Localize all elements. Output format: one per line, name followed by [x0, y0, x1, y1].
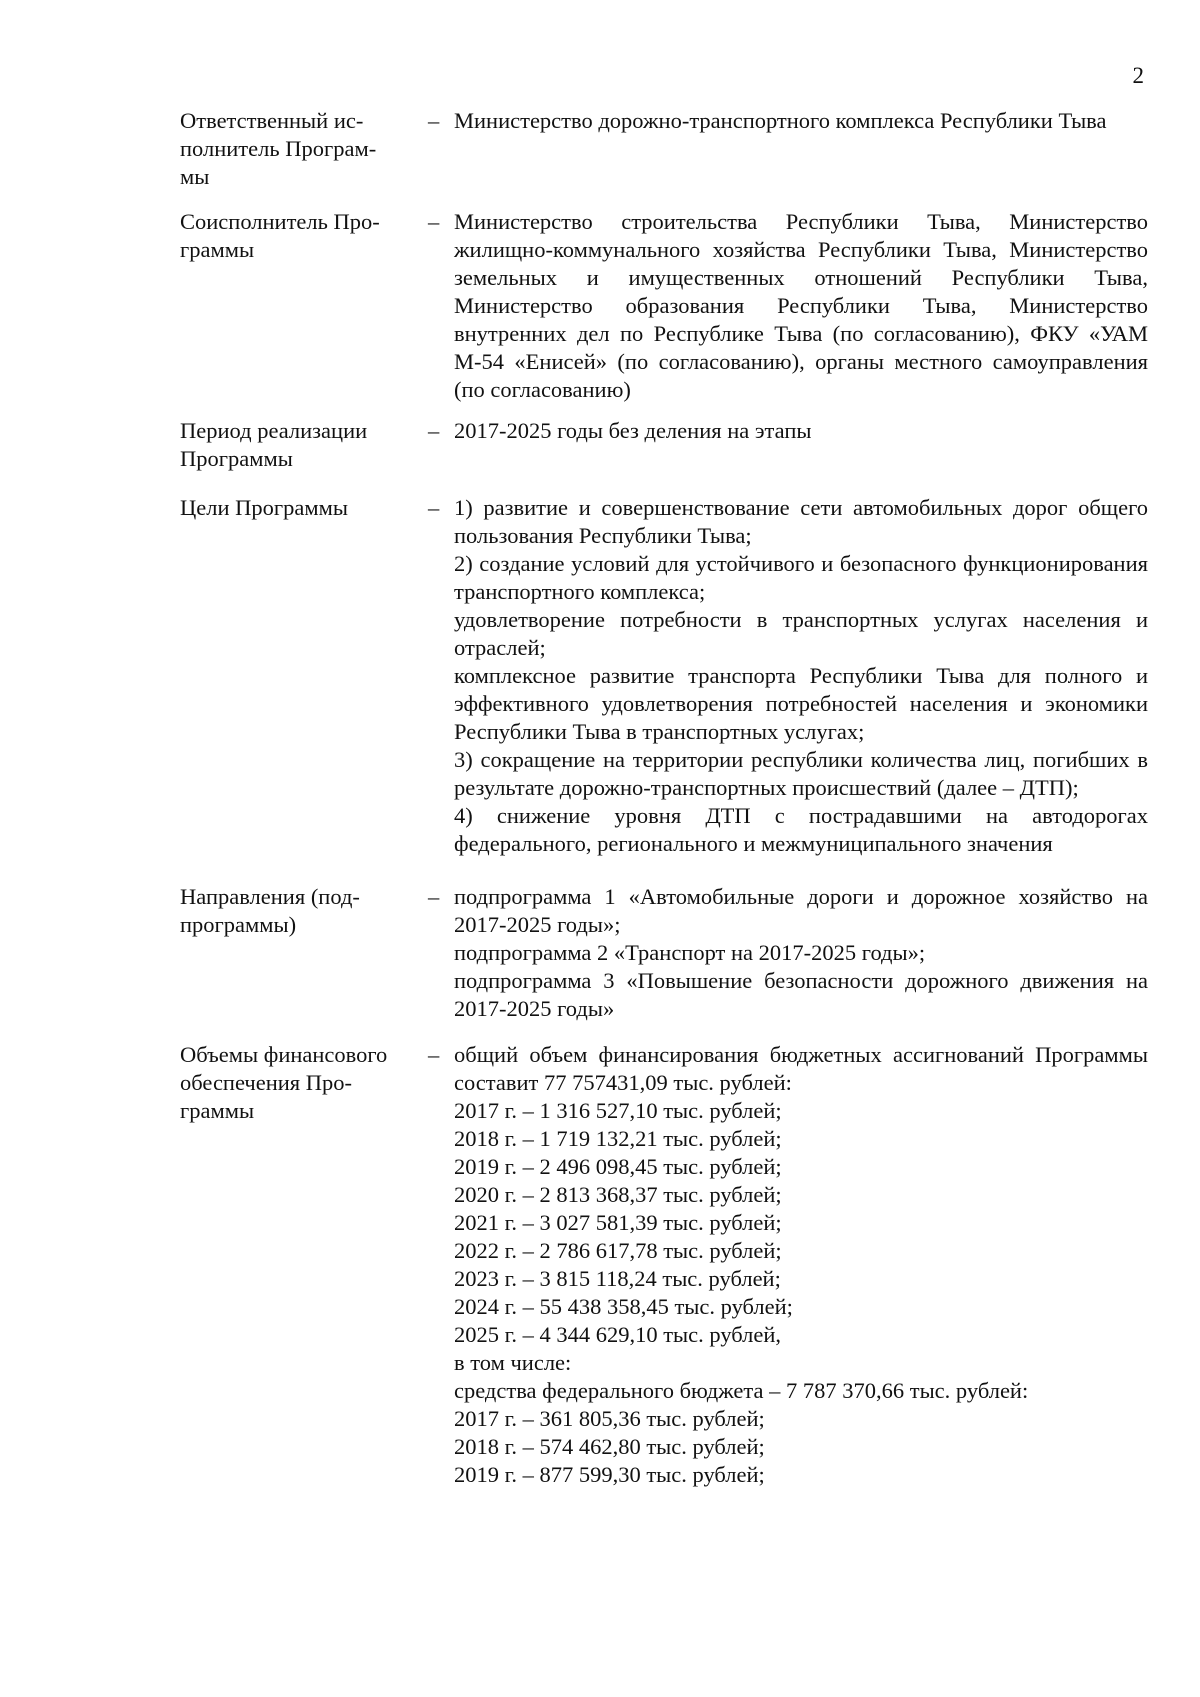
row-value: Министерство строительства Республики Тыва, Министерство жилищно-коммунального хозяйства Республики Тыва, Министерство земельных и имущественных отношений Республики Тыва, Министерство образования Республики Тыва, Министерство внутренних дел по Республике Тыва (по согласованию), ФКУ «УАМ М-54 «Енисей» (по согласованию), органы местного самоуправления (по согласованию): [454, 209, 1148, 402]
row-value: 2017-2025 годы без деления на этапы: [454, 418, 812, 443]
row-value: 1) развитие и совершенствование сети автомобильных дорог общего пользования Республики Тыва; 2) создание условий для устойчивого и безопасного функционирования транспортного комплекса; удовлетворение потребности в транспортных услугах населения и отраслей; комплексное развитие транспорта Республики Тыва для полного и эффективного удовлетворения потребностей населения и экономики Республики Тыва в транспортных услугах; 3) сокращение на территории республики количества лиц, погибших в результате дорожно-транспортных происшествий (далее – ДТП); 4) снижение уровня ДТП с пострадавшими на автодорогах федерального, регионального и межмуниципального значения: [454, 495, 1148, 856]
row-label: Период реализации Программы: [180, 418, 368, 471]
row-dash: –: [428, 884, 440, 909]
row-dash: –: [428, 418, 440, 443]
row-dash: –: [428, 108, 440, 133]
row-label: Ответственный ис- полнитель Програм- мы: [180, 108, 377, 189]
row-dash: –: [428, 495, 440, 520]
row-label: Цели Программы: [180, 495, 348, 520]
row-dash: –: [428, 209, 440, 234]
row-value: общий объем финансирования бюджетных ассигнований Программы составит 77 757431,09 тыс. рублей: 2017 г. – 1 316 527,10 тыс. рублей; 2018 г. – 1 719 132,21 тыс. рублей; 2019 г. – 2 496 098,45 тыс. рублей; 2020 г. – 2 813 368,37 тыс. рублей; 2021 г. – 3 027 581,39 тыс. рублей; 2022 г. – 2 786 617,78 тыс. рублей; 2023 г. – 3 815 118,24 тыс. рублей; 2024 г. – 55 438 358,45 тыс. рублей; 2025 г. – 4 344 629,10 тыс. рублей, в том числе: средства федерального бюджета – 7 787 370,66 тыс. рублей: 2017 г. – 361 805,36 тыс. рублей; 2018 г. – 574 462,80 тыс. рублей; 2019 г. – 877 599,30 тыс. рублей;: [454, 1042, 1148, 1487]
row-value: Министерство дорожно-транспортного комплекса Республики Тыва: [454, 108, 1107, 133]
row-value: подпрограмма 1 «Автомобильные дороги и дорожное хозяйство на 2017-2025 годы»; подпрограмма 2 «Транспорт на 2017-2025 годы»; подпрограмма 3 «Повышение безопасности дорожного движения на 2017-2025 годы»: [454, 884, 1148, 1021]
row-dash: –: [428, 1042, 440, 1067]
row-label: Соисполнитель Про- граммы: [180, 209, 380, 262]
row-label: Направления (под- программы): [180, 884, 360, 937]
page-number: 2: [1132, 63, 1144, 88]
row-label: Объемы финансового обеспечения Про- граммы: [180, 1042, 388, 1123]
